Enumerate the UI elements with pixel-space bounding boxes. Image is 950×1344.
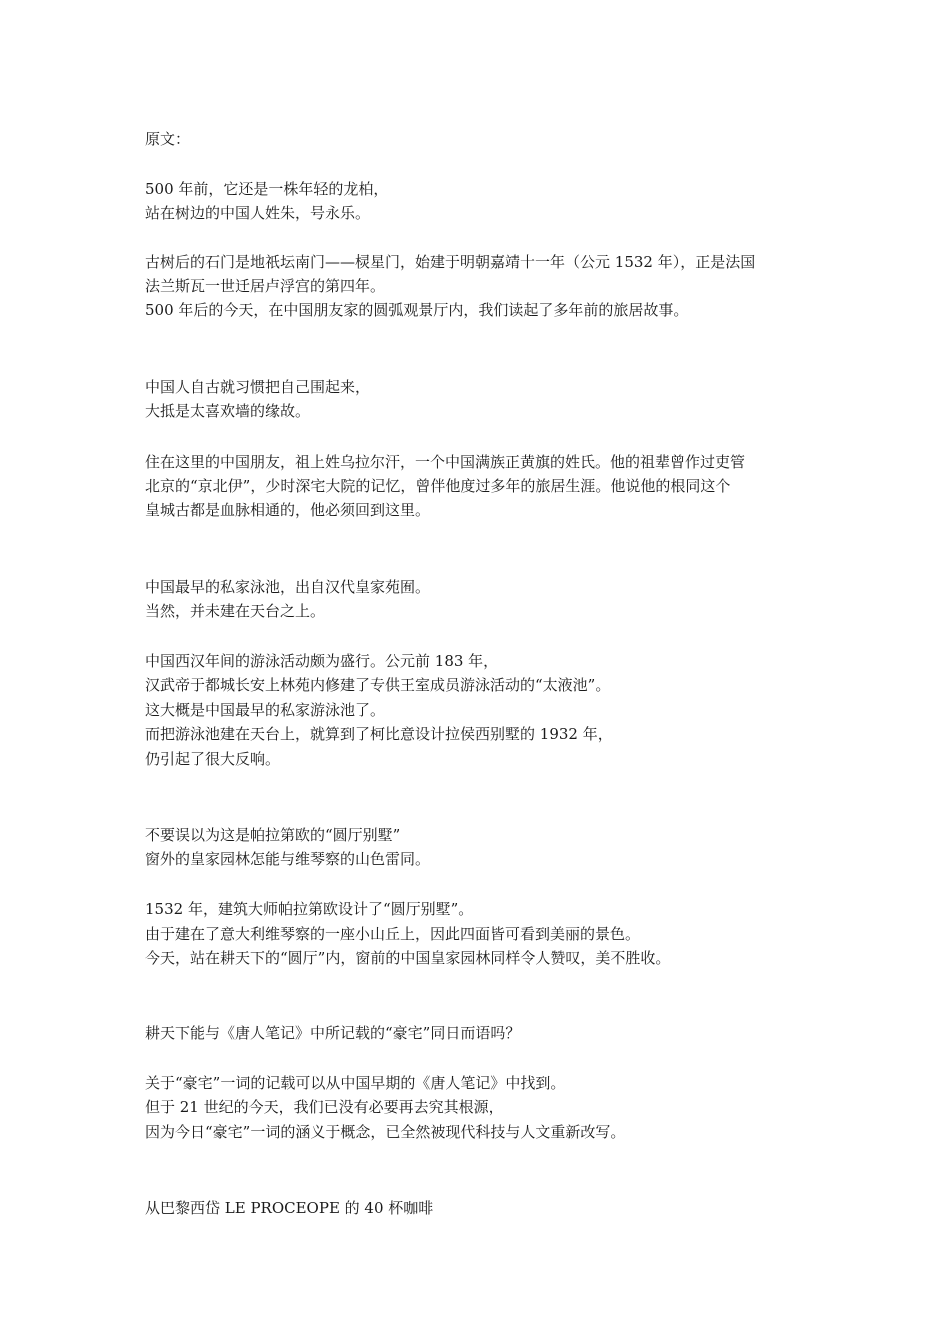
paragraph-line: 大抵是太喜欢墙的缘故。 bbox=[145, 402, 311, 420]
paragraph-line: 法兰斯瓦一世迁居卢浮宫的第四年。 bbox=[145, 277, 386, 295]
paragraph-line: 1532 年，建筑大师帕拉第欧设计了“圆厅别墅”。 bbox=[145, 900, 474, 918]
paragraph-line: 中国人自古就习惯把自己围起来， bbox=[145, 378, 371, 396]
paragraph-line: 中国最早的私家泳池，出自汉代皇家苑囿。 bbox=[145, 578, 431, 596]
paragraph-line: 当然，并未建在天台之上。 bbox=[145, 602, 326, 620]
paragraph-line: 从巴黎西岱 LE PROCEOPE 的 40 杯咖啡 bbox=[145, 1199, 434, 1217]
paragraph-line: 500 年前，它还是一株年轻的龙柏， bbox=[145, 180, 389, 198]
paragraph-line: 今天，站在耕天下的“圆厅”内，窗前的中国皇家园林同样令人赞叹，美不胜收。 bbox=[145, 949, 671, 967]
paragraph-line: 而把游泳池建在天台上，就算到了柯比意设计拉侯西别墅的 1932 年， bbox=[145, 725, 613, 743]
paragraph-line: 这大概是中国最早的私家游泳池了。 bbox=[145, 701, 386, 719]
paragraph-line: 不要误以为这是帕拉第欧的“圆厅别墅” bbox=[145, 826, 401, 844]
paragraph-line: 仍引起了很大反响。 bbox=[145, 750, 281, 768]
paragraph-line: 由于建在了意大利维琴察的一座小山丘上，因此四面皆可看到美丽的景色。 bbox=[145, 925, 641, 943]
paragraph-line: 北京的“京北伊”，少时深宅大院的记忆，曾伴他度过多年的旅居生涯。他说他的根同这个 bbox=[145, 477, 731, 495]
paragraph-line: 住在这里的中国朋友，祖上姓乌拉尔汗，一个中国满族正黄旗的姓氏。他的祖辈曾作过吏管 bbox=[145, 453, 746, 471]
paragraph-line: 汉武帝于都城长安上林苑内修建了专供王室成员游泳活动的“太液池”。 bbox=[145, 676, 611, 694]
paragraph-line: 古树后的石门是地祇坛南门——棂星门，始建于明朝嘉靖十一年（公元 1532 年），正是法国 bbox=[145, 253, 756, 271]
paragraph-line: 但于 21 世纪的今天，我们已没有必要再去究其根源， bbox=[145, 1098, 504, 1116]
paragraph-line: 耕天下能与《唐人笔记》中所记载的“豪宅”同日而语吗？ bbox=[145, 1024, 521, 1042]
paragraph-line: 因为今日“豪宅”一词的涵义于概念，已全然被现代科技与人文重新改写。 bbox=[145, 1123, 626, 1141]
document-heading: 原文： bbox=[145, 130, 191, 148]
paragraph-line: 站在树边的中国人姓朱，号永乐。 bbox=[145, 204, 371, 222]
paragraph-line: 中国西汉年间的游泳活动颇为盛行。公元前 183 年， bbox=[145, 652, 499, 670]
paragraph-line: 关于“豪宅”一词的记载可以从中国早期的《唐人笔记》中找到。 bbox=[145, 1074, 566, 1092]
paragraph-line: 500 年后的今天，在中国朋友家的圆弧观景厅内，我们读起了多年前的旅居故事。 bbox=[145, 301, 689, 319]
paragraph-line: 皇城古都是血脉相通的，他必须回到这里。 bbox=[145, 501, 431, 519]
paragraph-line: 窗外的皇家园林怎能与维琴察的山色雷同。 bbox=[145, 850, 431, 868]
